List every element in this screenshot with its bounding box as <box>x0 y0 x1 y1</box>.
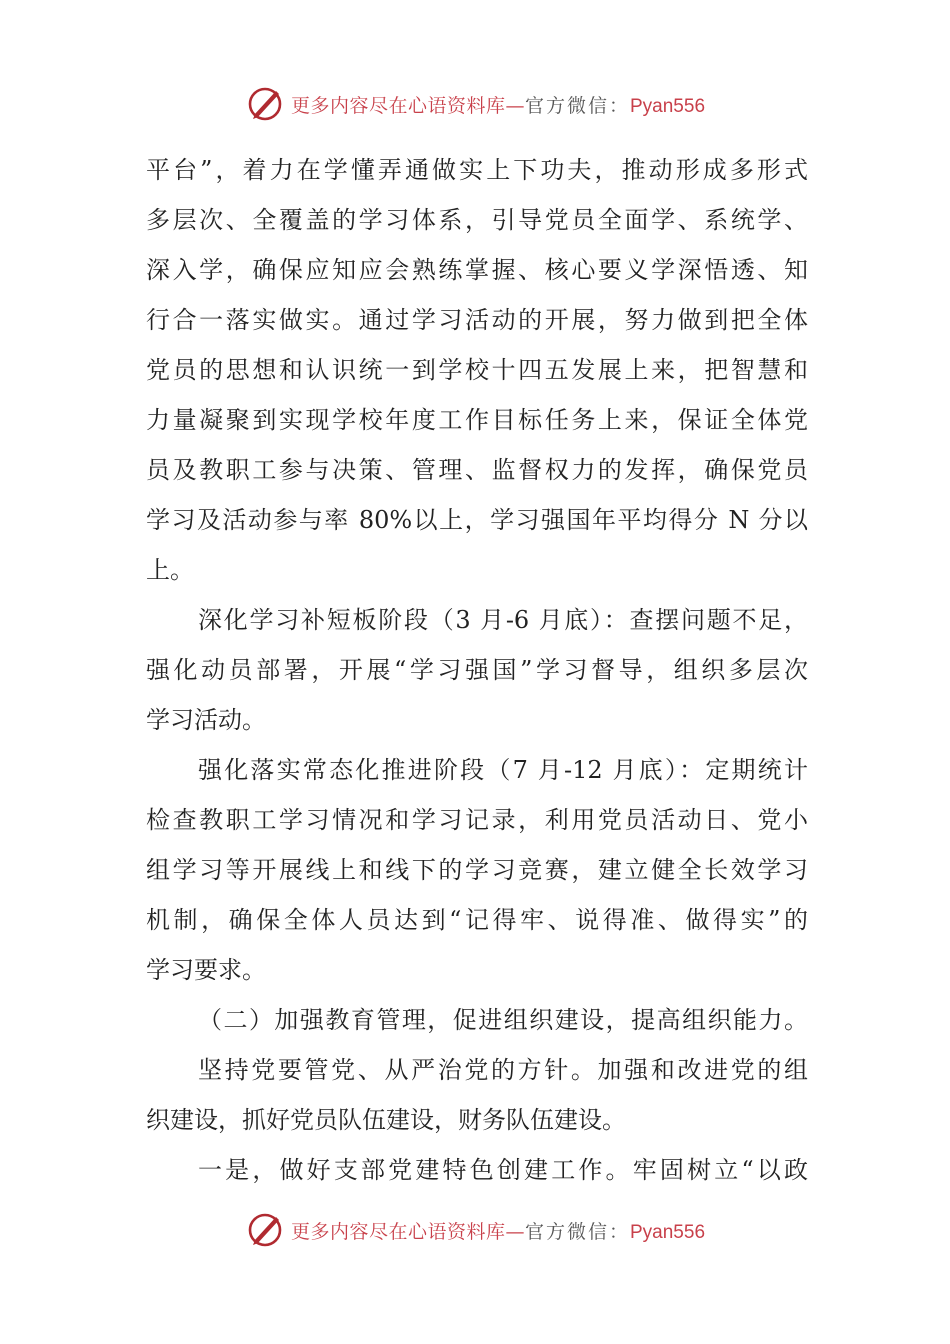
header-watermark <box>0 82 950 126</box>
text-line: 机制，确保全体人员达到“记得牢、说得准、做得实”的 <box>146 906 808 934</box>
text-line: 平台”，着力在学懂弄通做实上下功夫，推动形成多形式 <box>146 156 808 184</box>
watermark-wechat-id: Pyan556 <box>630 1221 706 1243</box>
watermark-site-text: 更多内容尽在心语资料库 <box>290 1220 506 1243</box>
document-body <box>146 145 808 1195</box>
pen-logo-icon <box>245 1210 285 1250</box>
footer-watermark <box>0 1208 950 1252</box>
text-line: 强化落实常态化推进阶段（7 月-12 月底）：定期统计 <box>198 756 808 784</box>
text-line: （二）加强教育管理，促进组织建设，提高组织能力。 <box>198 1006 808 1034</box>
watermark-text <box>291 1217 705 1244</box>
text-line: 织建设，抓好党员队伍建设，财务队伍建设。 <box>146 1106 626 1134</box>
text-line: 坚持党要管党、从严治党的方针。加强和改进党的组 <box>198 1056 808 1084</box>
text-line: 检查教职工学习情况和学习记录，利用党员活动日、党小 <box>146 806 808 834</box>
text-line: 员及教职工参与决策、管理、监督权力的发挥，确保党员 <box>146 456 808 484</box>
watermark-dash: — <box>505 94 525 117</box>
watermark-wechat-id: Pyan556 <box>630 95 706 117</box>
watermark-dash: — <box>505 1220 525 1243</box>
text-line: 学习活动。 <box>146 706 266 734</box>
text-line: 党员的思想和认识统一到学校十四五发展上来，把智慧和 <box>146 356 808 384</box>
text-line: 组学习等开展线上和线下的学习竞赛，建立健全长效学习 <box>146 856 808 884</box>
text-line: 多层次、全覆盖的学习体系，引导党员全面学、系统学、 <box>146 206 808 234</box>
text-line: 上。 <box>146 556 194 584</box>
watermark-wechat-label: 官方微信： <box>524 1220 630 1243</box>
watermark-site-text: 更多内容尽在心语资料库 <box>290 94 506 117</box>
text-line: 学习要求。 <box>146 956 266 984</box>
text-line: 深化学习补短板阶段（3 月-6 月底）：查摆问题不足， <box>198 606 808 634</box>
text-line: 强化动员部署，开展“学习强国”学习督导，组织多层次 <box>146 656 808 684</box>
text-line: 一是，做好支部党建特色创建工作。牢固树立“以政 <box>198 1156 808 1184</box>
watermark-wechat-label: 官方微信： <box>524 94 630 117</box>
text-line: 学习及活动参与率 80%以上，学习强国年平均得分 N 分以 <box>146 506 808 534</box>
text-line: 力量凝聚到实现学校年度工作目标任务上来，保证全体党 <box>146 406 808 434</box>
watermark-text <box>291 91 705 118</box>
text-line: 深入学，确保应知应会熟练掌握、核心要义学深悟透、知 <box>146 256 808 284</box>
text-line: 行合一落实做实。通过学习活动的开展，努力做到把全体 <box>146 306 808 334</box>
pen-logo-icon <box>245 84 285 124</box>
